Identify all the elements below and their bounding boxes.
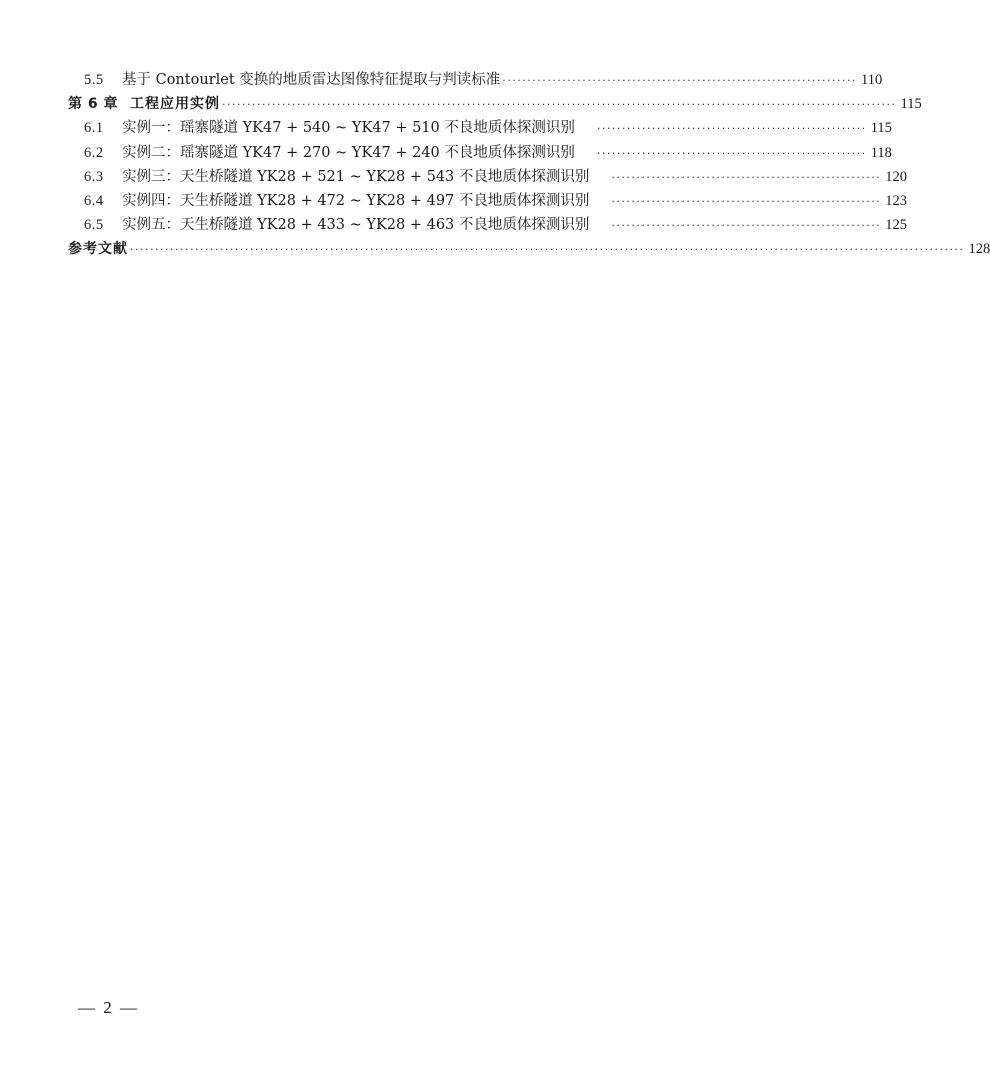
toc-section-title: 实例二：瑶寨隧道 YK47 + 270 ~ YK47 + 240 不良地质体探测识别	[122, 144, 575, 161]
toc-section-number: 6.2	[84, 144, 104, 161]
toc-section-number: 6.4	[84, 192, 104, 209]
toc-page-number: 118	[870, 144, 892, 161]
toc-section-number: 6.3	[84, 168, 104, 185]
toc-leader-dots: ·······································································································································································	[130, 243, 965, 257]
toc-section-title: 实例一：瑶寨隧道 YK47 + 540 ~ YK47 + 510 不良地质体探测识别	[122, 120, 575, 137]
toc-entry-6-5[interactable]	[68, 213, 907, 237]
toc-leader-dots: ······················································	[611, 219, 882, 233]
toc-entry-5-5[interactable]	[68, 68, 883, 92]
toc-section-title: 实例五：天生桥隧道 YK28 + 433 ~ YK28 + 463 不良地质体探测识别	[122, 217, 590, 234]
toc-section-title: 基于 Contourlet 变换的地质雷达图像特征提取与判读标准	[122, 72, 501, 88]
toc-leader-dots: ······················································	[596, 122, 867, 136]
toc-references-title: 参考文献	[68, 241, 128, 258]
toc-section-title: 实例三：天生桥隧道 YK28 + 521 ~ YK28 + 543 不良地质体探测识别	[122, 168, 590, 185]
toc-entry-6-4[interactable]	[68, 189, 907, 213]
toc-section-number: 5.5	[84, 72, 104, 88]
toc-leader-dots: ·······································································	[502, 74, 858, 87]
toc-leader-dots: ·······································································································································	[222, 98, 897, 112]
table-of-contents	[68, 68, 990, 262]
toc-entry-chapter-6[interactable]	[68, 92, 922, 116]
toc-page-number: 120	[885, 168, 907, 185]
toc-chapter-number: 第 6 章	[68, 96, 118, 113]
toc-chapter-title: 工程应用实例	[130, 96, 220, 113]
toc-page-number: 125	[885, 217, 907, 234]
toc-leader-dots: ······················································	[611, 170, 882, 184]
toc-page-number: 128	[968, 241, 990, 258]
toc-leader-dots: ······················································	[596, 146, 867, 160]
toc-page-number: 115	[870, 120, 892, 137]
toc-entry-6-2[interactable]	[68, 141, 892, 165]
toc-section-number: 6.1	[84, 120, 104, 137]
toc-section-number: 6.5	[84, 217, 104, 234]
toc-page-number: 110	[861, 72, 883, 88]
toc-section-title: 实例四：天生桥隧道 YK28 + 472 ~ YK28 + 497 不良地质体探测识别	[122, 192, 590, 209]
page-number-footer: — 2 —	[78, 998, 139, 1017]
toc-page-number: 115	[900, 96, 922, 113]
toc-entry-6-3[interactable]	[68, 165, 907, 189]
toc-leader-dots: ······················································	[611, 194, 882, 208]
toc-page-number: 123	[885, 192, 907, 209]
toc-entry-references[interactable]	[68, 237, 990, 261]
toc-entry-6-1[interactable]	[68, 116, 892, 140]
